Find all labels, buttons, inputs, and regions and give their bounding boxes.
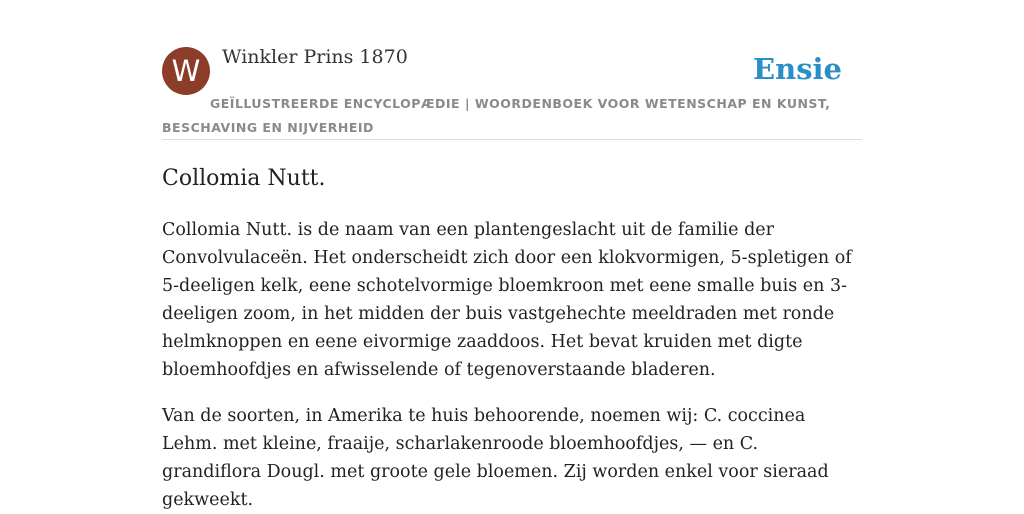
source-title[interactable]: Winkler Prins 1870 [222, 46, 408, 68]
header-divider [162, 139, 862, 140]
article-paragraph-2: Van de soorten, in Amerika te huis behoorende, noemen wij: C. coccinea Lehm. met kleine, fraaije, scharlakenroode bloemhoofdjes, — en C. grandiflora Dougl. met groote gele bloemen. Zij worden enkel voor sieraad gekweekt. [162, 406, 829, 510]
source-avatar[interactable]: W [162, 47, 210, 95]
article-title: Collomia Nutt. [162, 166, 326, 191]
article-paragraph-1: Collomia Nutt. is de naam van een plantengeslacht uit de familie der Convolvulaceën. Het onderscheidt zich door een klokvormigen, 5-spletigen of 5-deeligen kelk, eene schotelvormige bloemkroon met eene smalle buis en 3-deeligen zoom, in het midden der buis vastgehechte meeldraden met ronde helmknoppen en eene eivormige zaaddoos. Het bevat kruiden met digte bloemhoofdjes en afwisselende of tegenoverstaande bladeren. [162, 220, 852, 380]
ensie-logo-link[interactable]: Ensie [753, 52, 842, 86]
site-header [162, 44, 862, 140]
source-subtitle: GEÏLLUSTREERDE ENCYCLOPÆDIE | WOORDENBOEK VOOR WETENSCHAP EN KUNST, BESCHAVING EN NIJVERHEID [162, 96, 831, 135]
article [162, 162, 862, 514]
